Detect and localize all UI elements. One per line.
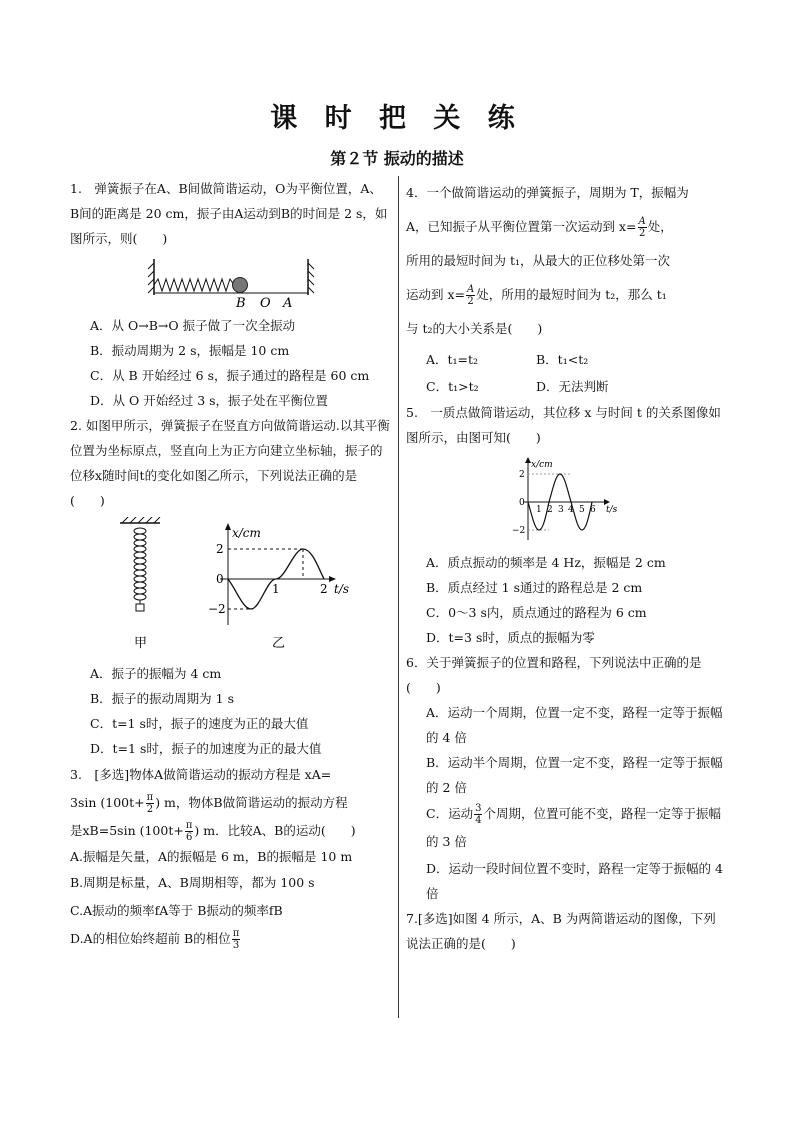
q1-option-b: B．振动周期为 2 s，振幅是 10 cm [90, 343, 290, 358]
q4-frac-1-den: 2 [638, 228, 646, 239]
x-axis-label: t/s [334, 582, 350, 596]
q4-frac-2-den: 2 [467, 296, 474, 307]
q5-x-tick-2: 2 [547, 505, 553, 515]
question-1-stem: 1. 弹簧振子在A、B间做简谐运动，O为平衡位置，A、B间的距离是 20 cm，振子由A运动到B的时间是 2 s，如图所示，则( ) [70, 181, 388, 246]
q1-option-c: C．从 B 开始经过 6 s，振子通过的路程是 60 cm [90, 368, 370, 383]
question-2-stem: 2. 如图甲所示，弹簧振子在竖直方向做简谐运动.以其平衡位置为坐标原点，竖直向上为正方向建立坐标轴，振子的位移x随时间t的变化如图乙所示，下列说法正确的是( ) [70, 418, 390, 508]
question-3 [70, 761, 390, 953]
question-7 [406, 906, 724, 956]
q4-option-d: D．无法判断 [536, 379, 609, 394]
q3-frac-a [146, 792, 155, 815]
q3-option-a: A.振幅是矢量，A的振幅是 6 m，B的振幅是 10 m [70, 849, 353, 864]
q1-option-a: A．从 O→B→O 振子做了一次全振动 [90, 318, 296, 333]
y-tick-0: 0 [216, 572, 224, 586]
q5-x-label: t/s [606, 505, 618, 515]
y-axis-label: x/cm [232, 526, 261, 540]
q1-option-d: D．从 O 开始经过 3 s，振子处在平衡位置 [90, 393, 329, 408]
left-column [70, 176, 390, 953]
q5-option-c: C．0～3 s内，质点通过的路程为 6 cm [426, 605, 647, 620]
q3-option-d-num: π [232, 928, 240, 939]
left-wall [148, 259, 154, 295]
q4-frac-2-num: A [467, 284, 475, 295]
question-3-stem-line2 [70, 789, 390, 817]
q5-x-tick-5: 5 [579, 505, 585, 515]
q5-y-tick-neg2: −2 [512, 526, 526, 536]
right-column [406, 176, 724, 956]
q4-option-c: C．t₁>t₂ [426, 379, 479, 394]
q6-option-c-start: C．运动 [426, 806, 474, 821]
question-3-stem-line1: 3. [多选]物体A做简谐运动的振动方程是 xA= [70, 767, 332, 782]
spring-oscillator-figure [70, 255, 390, 309]
q6-option-c-end: 个周期，位置可能不变，路程一定等于振幅的 3 倍 [426, 806, 721, 849]
section-subtitle: 第２节 振动的描述 [330, 149, 464, 168]
x-t-graph [208, 523, 349, 625]
q2-option-c: C．t=1 s时，振子的速度为正的最大值 [90, 716, 309, 731]
question-6 [406, 650, 724, 906]
q2-option-d: D．t=1 s时，振子的加速度为正的最大值 [90, 741, 322, 756]
q6-option-c-frac [474, 803, 482, 826]
q2-option-a: A．振子的振幅为 4 cm [90, 666, 222, 681]
q3-option-d-text: D.A的相位始终超前 B的相位 [70, 931, 231, 946]
q4-frac-2 [466, 284, 475, 307]
question-6-stem: 6．关于弹簧振子的位置和路程，下列说法中正确的是( ) [406, 655, 702, 695]
q4-line5: 与 t₂的大小关系是( ) [406, 321, 543, 336]
q4-line3: 所用的最短时间为 t₁，从最大的正位移处第一次 [406, 253, 671, 268]
q4-options [406, 346, 724, 400]
hanging-spring-figure [120, 517, 160, 611]
q3-eq-a-end: ) m，物体B做简谐运动的振动方程 [155, 795, 348, 810]
q4-frac-1 [638, 216, 647, 239]
q5-x-tick-1: 1 [536, 505, 542, 515]
q4-line4-end: 处，所用的最短时间为 t₂，那么 t₁ [476, 287, 667, 302]
q5-x-tick-6: 6 [590, 505, 596, 515]
x-tick-1: 1 [272, 582, 280, 596]
q5-x-tick-4: 4 [568, 505, 574, 515]
label-o: O [260, 296, 271, 309]
q5-option-a: A．质点振动的频率是 4 Hz，振幅是 2 cm [426, 555, 666, 570]
q5-y-tick-0: 0 [519, 498, 525, 508]
x-tick-2: 2 [320, 582, 328, 596]
q6-option-c [406, 800, 724, 856]
q2-option-b: B．振子的振动周期为 1 s [90, 691, 235, 706]
right-wall [308, 259, 314, 295]
q3-option-c: C.A振动的频率fA等于 B振动的频率fB [70, 903, 283, 918]
question-4 [406, 176, 724, 400]
q6-option-d: D．运动一段时间位置不变时，路程一定等于振幅的 4 倍 [426, 861, 723, 901]
question-3-stem-line3 [70, 817, 390, 845]
label-jia: 甲 [134, 636, 148, 651]
question-1 [70, 176, 390, 413]
question-5 [406, 400, 724, 650]
q3-frac-b-den: 6 [185, 832, 193, 843]
q4-line2-end: 处， [647, 219, 673, 234]
q6-option-a: A．运动一个周期，位置一定不变，路程一定等于振幅的 4 倍 [426, 705, 723, 745]
q5-y-label: x/cm [531, 460, 553, 470]
y-tick-2: 2 [216, 542, 224, 556]
question-7-stem: 7.[多选]如图 4 所示，A、B 为两简谐运动的图像，下列说法正确的是( ) [406, 911, 716, 951]
q4-line4 [406, 278, 724, 312]
label-a: A [283, 296, 293, 309]
q3-eq-b-end: ) m．比较A、B的运动( ) [194, 823, 356, 838]
q6-option-b: B．运动半个周期，位置一定不变，路程一定等于振幅的 2 倍 [426, 755, 723, 795]
y-tick-neg2: −2 [208, 602, 226, 616]
q5-y-tick-2: 2 [519, 470, 525, 480]
q4-line2-start: A，已知振子从平衡位置第一次运动到 x= [406, 219, 637, 234]
q3-eq-b-start: 是xB=5sin (100t+ [70, 823, 184, 838]
q5-x-tick-3: 3 [558, 505, 564, 515]
q4-option-a: A．t₁=t₂ [426, 352, 479, 367]
q3-frac-a-num: π [146, 792, 154, 803]
question-5-stem: 5. 一质点做简谐运动，其位移 x 与时间 t 的关系图像如图所示，由图可知( ) [406, 405, 721, 445]
q3-frac-b-num: π [185, 820, 193, 831]
q3-eq-a-start: 3sin (100t+ [70, 795, 145, 810]
q5-option-b: B．质点经过 1 s通过的路程总是 2 cm [426, 580, 643, 595]
label-b: B [236, 296, 246, 309]
q6-option-c-num: 3 [475, 803, 482, 814]
label-yi: 乙 [272, 636, 286, 651]
question-2 [70, 413, 390, 761]
q3-option-d-frac [232, 928, 241, 951]
q4-line2 [406, 210, 724, 244]
q6-option-c-den: 4 [475, 815, 482, 826]
column-divider [398, 176, 399, 1018]
q5-x-t-graph [406, 454, 724, 546]
q5-option-d: D．t=3 s时，质点的振幅为零 [426, 630, 595, 645]
q4-frac-1-num: A [638, 216, 646, 227]
q3-option-d-den: 3 [232, 940, 240, 951]
q4-line1: 4．一个做简谐运动的弹簧振子，周期为 T，振幅为 [406, 185, 689, 200]
q4-line4-start: 运动到 x= [406, 287, 465, 302]
oscillator-ball [233, 278, 248, 293]
q3-frac-a-den: 2 [146, 804, 154, 815]
q3-option-b: B.周期是标量，A、B周期相等，都为 100 s [70, 875, 315, 890]
page-title: 课 时 把 关 练 [270, 103, 524, 134]
spring-coil [154, 279, 234, 291]
q3-frac-b [185, 820, 194, 843]
q3-option-d [70, 925, 390, 953]
figure-2 [70, 517, 390, 657]
q4-option-b: B．t₁<t₂ [536, 352, 589, 367]
